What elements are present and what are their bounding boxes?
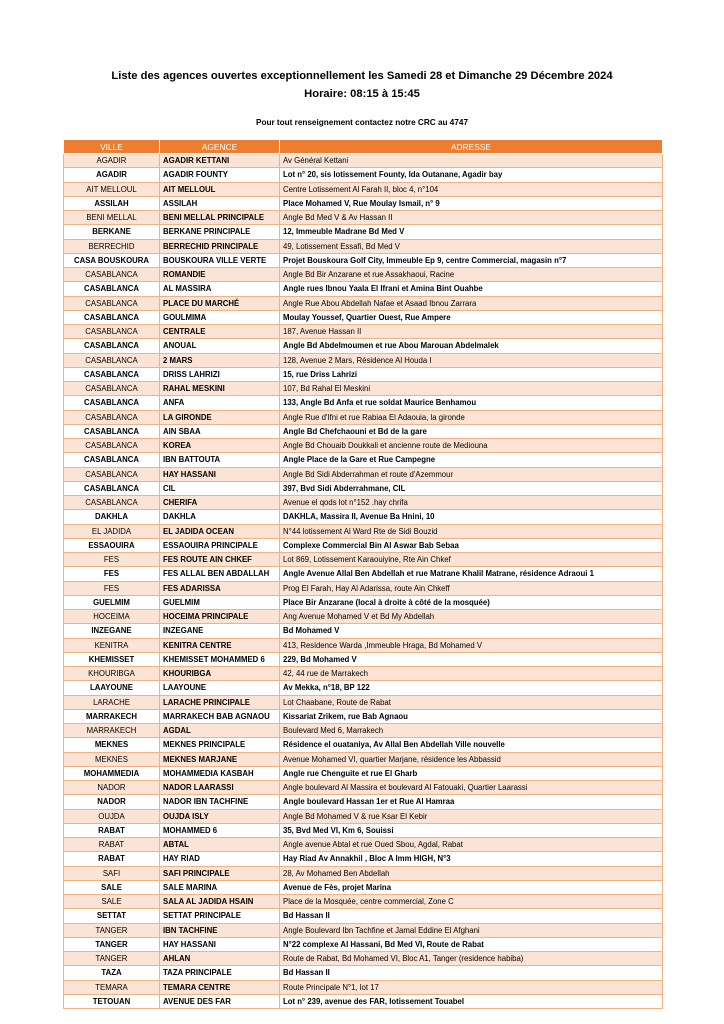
cell-ville: RABAT <box>64 823 160 837</box>
cell-adresse: Angle boulevard Al Massira et boulevard Al Fatouaki, Quartier Laarassi <box>280 781 663 795</box>
table-row <box>64 396 663 410</box>
cell-adresse: Angle Bd Chouaib Doukkali et ancienne route de Mediouna <box>280 439 663 453</box>
cell-agence: BOUSKOURA VILLE VERTE <box>160 253 280 267</box>
table-row <box>64 895 663 909</box>
cell-ville: TAZA <box>64 966 160 980</box>
cell-ville: CASABLANCA <box>64 310 160 324</box>
cell-adresse: Angle Place de la Gare et Rue Campegne <box>280 453 663 467</box>
table-row <box>64 567 663 581</box>
cell-adresse: Lot 869, Lotissement Karaouiyine, Rte Ain Chkef <box>280 553 663 567</box>
cell-adresse: 107, Bd Rahal El Meskini <box>280 382 663 396</box>
cell-agence: AVENUE DES FAR <box>160 994 280 1008</box>
cell-ville: FES <box>64 553 160 567</box>
cell-ville: EL JADIDA <box>64 524 160 538</box>
cell-agence: SALA AL JADIDA HSAIN <box>160 895 280 909</box>
cell-ville: CASABLANCA <box>64 481 160 495</box>
cell-agence: DRISS LAHRIZI <box>160 367 280 381</box>
cell-ville: FES <box>64 581 160 595</box>
table-header-row <box>64 140 663 154</box>
cell-adresse: Centre Lotissement Al Farah II, bloc 4, n°104 <box>280 182 663 196</box>
cell-adresse: Av Général Kettani <box>280 154 663 168</box>
cell-adresse: 187, Avenue Hassan II <box>280 325 663 339</box>
cell-ville: FES <box>64 567 160 581</box>
cell-agence: PLACE DU MARCHÉ <box>160 296 280 310</box>
page-title: Liste des agences ouvertes exceptionnellement les Samedi 28 et Dimanche 29 Décembre 2024 <box>111 70 613 82</box>
cell-adresse: Moulay Youssef, Quartier Ouest, Rue Ampere <box>280 310 663 324</box>
table-row <box>64 225 663 239</box>
cell-ville: ASSILAH <box>64 196 160 210</box>
table-row <box>64 681 663 695</box>
table-row <box>64 453 663 467</box>
cell-ville: MARRAKECH <box>64 724 160 738</box>
table-row <box>64 724 663 738</box>
cell-adresse: Hay Riad Av Annakhil , Bloc A Imm HIGH, N°3 <box>280 852 663 866</box>
cell-ville: TANGER <box>64 952 160 966</box>
cell-adresse: Place Bir Anzarane (local à droite à côté de la mosquée) <box>280 595 663 609</box>
cell-adresse: Angle Bd Med V & Av Hassan II <box>280 211 663 225</box>
cell-adresse: N°44 lotissement Al Ward Rte de Sidi Bouzid <box>280 524 663 538</box>
cell-ville: INZEGANE <box>64 624 160 638</box>
cell-agence: INZEGANE <box>160 624 280 638</box>
cell-adresse: Bd Hassan II <box>280 909 663 923</box>
table-row <box>64 325 663 339</box>
table-row <box>64 553 663 567</box>
cell-agence: GUELMIM <box>160 595 280 609</box>
table-row <box>64 695 663 709</box>
cell-agence: RAHAL MESKINI <box>160 382 280 396</box>
table-row <box>64 752 663 766</box>
cell-ville: MEKNES <box>64 752 160 766</box>
cell-adresse: 12, Immeuble Madrane Bd Med V <box>280 225 663 239</box>
cell-agence: 2 MARS <box>160 353 280 367</box>
cell-ville: CASABLANCA <box>64 424 160 438</box>
cell-adresse: Boulevard Med 6, Marrakech <box>280 724 663 738</box>
cell-ville: NADOR <box>64 795 160 809</box>
cell-adresse: Angle Bd Chefchaouni et Bd de la gare <box>280 424 663 438</box>
cell-adresse: 397, Bvd Sidi Abderrahmane, CIL <box>280 481 663 495</box>
cell-adresse: Avenue de Fès, projet Marina <box>280 880 663 894</box>
cell-adresse: Lot n° 20, sis lotissement Founty, Ida Outanane, Agadir bay <box>280 168 663 182</box>
cell-agence: SAFI PRINCIPALE <box>160 866 280 880</box>
cell-agence: HAY RIAD <box>160 852 280 866</box>
table-row <box>64 966 663 980</box>
cell-ville: MEKNES <box>64 738 160 752</box>
cell-adresse: Projet Bouskoura Golf City, Immeuble Ep 9, centre Commercial, magasin n°7 <box>280 253 663 267</box>
table-row <box>64 994 663 1008</box>
cell-agence: CENTRALE <box>160 325 280 339</box>
table-row <box>64 937 663 951</box>
cell-agence: AGDAL <box>160 724 280 738</box>
cell-adresse: Kissariat Zrikem, rue Bab Agnaou <box>280 709 663 723</box>
table-row <box>64 182 663 196</box>
cell-adresse: Av Mekka, n°18, BP 122 <box>280 681 663 695</box>
cell-agence: FES ROUTE AIN CHKEF <box>160 553 280 567</box>
cell-agence: BERKANE PRINCIPALE <box>160 225 280 239</box>
cell-ville: KHEMISSET <box>64 652 160 666</box>
cell-ville: CASABLANCA <box>64 282 160 296</box>
cell-agence: NADOR LAARASSI <box>160 781 280 795</box>
cell-adresse: Place Mohamed V, Rue Moulay Ismail, n° 9 <box>280 196 663 210</box>
agencies-table <box>63 139 663 1009</box>
cell-agence: ESSAOUIRA PRINCIPALE <box>160 538 280 552</box>
cell-adresse: Angle Rue Abou Abdellah Nafae et Asaad Ibnou Zarrara <box>280 296 663 310</box>
table-row <box>64 524 663 538</box>
cell-agence: CHERIFA <box>160 496 280 510</box>
cell-ville: CASABLANCA <box>64 382 160 396</box>
cell-agence: AHLAN <box>160 952 280 966</box>
cell-agence: HAY HASSANI <box>160 467 280 481</box>
cell-ville: RABAT <box>64 838 160 852</box>
table-row <box>64 852 663 866</box>
cell-agence: ASSILAH <box>160 196 280 210</box>
cell-ville: SALE <box>64 880 160 894</box>
table-row <box>64 382 663 396</box>
cell-agence: MEKNES PRINCIPALE <box>160 738 280 752</box>
table-row <box>64 809 663 823</box>
table-row <box>64 168 663 182</box>
cell-agence: SALE MARINA <box>160 880 280 894</box>
cell-adresse: Angle Bd Sidi Abderrahman et route d'Azemmour <box>280 467 663 481</box>
cell-agence: AIN SBAA <box>160 424 280 438</box>
cell-adresse: Bd Hassan II <box>280 966 663 980</box>
cell-ville: ESSAOUIRA <box>64 538 160 552</box>
cell-ville: SETTAT <box>64 909 160 923</box>
cell-ville: CASABLANCA <box>64 396 160 410</box>
cell-adresse: Angle Bd Abdelmoumen et rue Abou Marouan Abdelmalek <box>280 339 663 353</box>
cell-agence: KOREA <box>160 439 280 453</box>
cell-ville: KHOURIBGA <box>64 667 160 681</box>
cell-agence: MEKNES MARJANE <box>160 752 280 766</box>
table-row <box>64 795 663 809</box>
cell-ville: MOHAMMEDIA <box>64 766 160 780</box>
contact-note: Pour tout renseignement contactez notre CRC au 4747 <box>255 118 468 127</box>
table-row <box>64 652 663 666</box>
table-row <box>64 610 663 624</box>
cell-adresse: Angle Boulevard Ibn Tachfine et Jamal Eddine El Afghani <box>280 923 663 937</box>
opening-hours: Horaire: 08:15 à 15:45 <box>304 88 420 100</box>
table-body <box>64 154 663 1009</box>
table-row <box>64 196 663 210</box>
cell-adresse: 128, Avenue 2 Mars, Résidence Al Houda I <box>280 353 663 367</box>
table-row <box>64 538 663 552</box>
cell-ville: NADOR <box>64 781 160 795</box>
cell-agence: EL JADIDA OCEAN <box>160 524 280 538</box>
cell-agence: FES ADARISSA <box>160 581 280 595</box>
header-adresse: ADRESSE <box>280 140 663 154</box>
table-row <box>64 268 663 282</box>
table-row <box>64 923 663 937</box>
cell-ville: AGADIR <box>64 154 160 168</box>
table-row <box>64 296 663 310</box>
cell-agence: AGADIR KETTANI <box>160 154 280 168</box>
cell-agence: ROMANDIE <box>160 268 280 282</box>
cell-ville: AIT MELLOUL <box>64 182 160 196</box>
cell-agence: NADOR IBN TACHFINE <box>160 795 280 809</box>
cell-adresse: Complexe Commercial Bin Al Aswar Bab Sebaa <box>280 538 663 552</box>
cell-adresse: Route de Rabat, Bd Mohamed VI, Bloc A1, Tanger (residence habiba) <box>280 952 663 966</box>
cell-adresse: 42, 44 rue de Marrakech <box>280 667 663 681</box>
cell-ville: SALE <box>64 895 160 909</box>
table-row <box>64 496 663 510</box>
header-agence: AGENCE <box>160 140 280 154</box>
cell-ville: CASABLANCA <box>64 268 160 282</box>
cell-adresse: Ang Avenue Mohamed V et Bd My Abdellah <box>280 610 663 624</box>
cell-ville: TETOUAN <box>64 994 160 1008</box>
cell-adresse: Avenue Mohamed VI, quartier Marjane, résidence les Abbassid <box>280 752 663 766</box>
table-row <box>64 581 663 595</box>
cell-agence: BERRECHID PRINCIPALE <box>160 239 280 253</box>
cell-agence: BENI MELLAL PRINCIPALE <box>160 211 280 225</box>
cell-adresse: Angle rues Ibnou Yaala El Ifrani et Amina Bint Ouahbe <box>280 282 663 296</box>
cell-agence: ANFA <box>160 396 280 410</box>
cell-adresse: Lot Chaabane, Route de Rabat <box>280 695 663 709</box>
cell-adresse: Prog El Farah, Hay Al Adarissa, route Ain Chkeff <box>280 581 663 595</box>
cell-ville: CASABLANCA <box>64 296 160 310</box>
cell-adresse: Bd Mohamed V <box>280 624 663 638</box>
table-row <box>64 980 663 994</box>
cell-agence: DAKHLA <box>160 510 280 524</box>
cell-adresse: 133, Angle Bd Anfa et rue soldat Maurice Benhamou <box>280 396 663 410</box>
table-row <box>64 766 663 780</box>
cell-ville: CASABLANCA <box>64 467 160 481</box>
cell-adresse: N°22 complexe Al Hassani, Bd Med VI, Route de Rabat <box>280 937 663 951</box>
table-row <box>64 424 663 438</box>
cell-ville: TANGER <box>64 937 160 951</box>
table-row <box>64 838 663 852</box>
cell-agence: TEMARA CENTRE <box>160 980 280 994</box>
cell-adresse: 15, rue Driss Lahrizi <box>280 367 663 381</box>
table-row <box>64 467 663 481</box>
cell-adresse: Angle boulevard Hassan 1er et Rue Al Hamraa <box>280 795 663 809</box>
cell-agence: KENITRA CENTRE <box>160 638 280 652</box>
cell-agence: OUJDA ISLY <box>160 809 280 823</box>
cell-agence: LA GIRONDE <box>160 410 280 424</box>
cell-adresse: Lot n° 239, avenue des FAR, lotissement Touabel <box>280 994 663 1008</box>
cell-adresse: 229, Bd Mohamed V <box>280 652 663 666</box>
cell-ville: CASABLANCA <box>64 410 160 424</box>
table-row <box>64 353 663 367</box>
cell-agence: SETTAT PRINCIPALE <box>160 909 280 923</box>
table-row <box>64 282 663 296</box>
table-row <box>64 866 663 880</box>
cell-ville: HOCEIMA <box>64 610 160 624</box>
table-row <box>64 823 663 837</box>
cell-agence: HAY HASSANI <box>160 937 280 951</box>
cell-agence: IBN BATTOUTA <box>160 453 280 467</box>
cell-ville: CASABLANCA <box>64 496 160 510</box>
table-row <box>64 709 663 723</box>
cell-ville: CASA BOUSKOURA <box>64 253 160 267</box>
table-row <box>64 339 663 353</box>
cell-adresse: 49, Lotissement Essafi, Bd Med V <box>280 239 663 253</box>
cell-ville: BENI MELLAL <box>64 211 160 225</box>
cell-ville: CASABLANCA <box>64 453 160 467</box>
table-row <box>64 595 663 609</box>
table-row <box>64 439 663 453</box>
cell-ville: CASABLANCA <box>64 339 160 353</box>
cell-ville: SAFI <box>64 866 160 880</box>
cell-ville: MARRAKECH <box>64 709 160 723</box>
cell-ville: AGADIR <box>64 168 160 182</box>
table-row <box>64 154 663 168</box>
cell-adresse: Angle Rue d'Ifni et rue Rabiaa El Adaouia, la gironde <box>280 410 663 424</box>
table-row <box>64 410 663 424</box>
cell-adresse: Angle Bd Bir Anzarane et rue Assakhaoui, Racine <box>280 268 663 282</box>
cell-adresse: DAKHLA, Massira II, Avenue Ba Hnini, 10 <box>280 510 663 524</box>
table-row <box>64 624 663 638</box>
cell-ville: CASABLANCA <box>64 367 160 381</box>
cell-agence: HOCEIMA PRINCIPALE <box>160 610 280 624</box>
cell-ville: GUELMIM <box>64 595 160 609</box>
cell-agence: KHEMISSET MOHAMMED 6 <box>160 652 280 666</box>
table-row <box>64 310 663 324</box>
table-row <box>64 239 663 253</box>
cell-adresse: Avenue el qods lot n°152 .hay chrifa <box>280 496 663 510</box>
cell-adresse: Place de la Mosquée, centre commercial, Zone C <box>280 895 663 909</box>
table-row <box>64 253 663 267</box>
cell-agence: CIL <box>160 481 280 495</box>
cell-adresse: Angle Bd Mohamed V & rue Ksar El Kebir <box>280 809 663 823</box>
cell-adresse: 413, Residence Warda ,Immeuble Hraga, Bd Mohamed V <box>280 638 663 652</box>
cell-adresse: 28, Av Mohamed Ben Abdellah <box>280 866 663 880</box>
cell-adresse: Résidence el ouataniya, Av Allal Ben Abdellah Ville nouvelle <box>280 738 663 752</box>
cell-ville: BERRECHID <box>64 239 160 253</box>
cell-agence: AIT MELLOUL <box>160 182 280 196</box>
cell-adresse: Angle rue Chenguite et rue El Gharb <box>280 766 663 780</box>
cell-agence: ANOUAL <box>160 339 280 353</box>
cell-ville: CASABLANCA <box>64 439 160 453</box>
cell-ville: TANGER <box>64 923 160 937</box>
cell-agence: GOULMIMA <box>160 310 280 324</box>
cell-adresse: Route Principale N°1, lot 17 <box>280 980 663 994</box>
cell-adresse: Angle avenue Abtal et rue Oued Sbou, Agdal, Rabat <box>280 838 663 852</box>
cell-adresse: Angle Avenue Allal Ben Abdellah et rue Matrane Khalil Matrane, résidence Adraoui 1 <box>280 567 663 581</box>
cell-ville: CASABLANCA <box>64 353 160 367</box>
cell-agence: KHOURIBGA <box>160 667 280 681</box>
table-row <box>64 667 663 681</box>
cell-agence: TAZA PRINCIPALE <box>160 966 280 980</box>
cell-ville: OUJDA <box>64 809 160 823</box>
table-row <box>64 367 663 381</box>
cell-ville: DAKHLA <box>64 510 160 524</box>
cell-ville: LARACHE <box>64 695 160 709</box>
cell-agence: AGADIR FOUNTY <box>160 168 280 182</box>
header-ville: VILLE <box>64 140 160 154</box>
table-row <box>64 638 663 652</box>
cell-agence: MOHAMMEDIA KASBAH <box>160 766 280 780</box>
table-row <box>64 481 663 495</box>
table-row <box>64 211 663 225</box>
cell-ville: KENITRA <box>64 638 160 652</box>
table-row <box>64 909 663 923</box>
cell-ville: RABAT <box>64 852 160 866</box>
cell-agence: MARRAKECH BAB AGNAOU <box>160 709 280 723</box>
cell-agence: ABTAL <box>160 838 280 852</box>
table-row <box>64 952 663 966</box>
cell-ville: BERKANE <box>64 225 160 239</box>
cell-ville: TEMARA <box>64 980 160 994</box>
cell-agence: LARACHE PRINCIPALE <box>160 695 280 709</box>
cell-agence: AL MASSIRA <box>160 282 280 296</box>
table-row <box>64 738 663 752</box>
cell-agence: IBN TACHFINE <box>160 923 280 937</box>
cell-ville: CASABLANCA <box>64 325 160 339</box>
cell-adresse: 35, Bvd Med VI, Km 6, Souissi <box>280 823 663 837</box>
table-row <box>64 510 663 524</box>
cell-agence: LAAYOUNE <box>160 681 280 695</box>
cell-agence: FES ALLAL BEN ABDALLAH <box>160 567 280 581</box>
cell-agence: MOHAMMED 6 <box>160 823 280 837</box>
cell-ville: LAAYOUNE <box>64 681 160 695</box>
table-row <box>64 880 663 894</box>
table-row <box>64 781 663 795</box>
